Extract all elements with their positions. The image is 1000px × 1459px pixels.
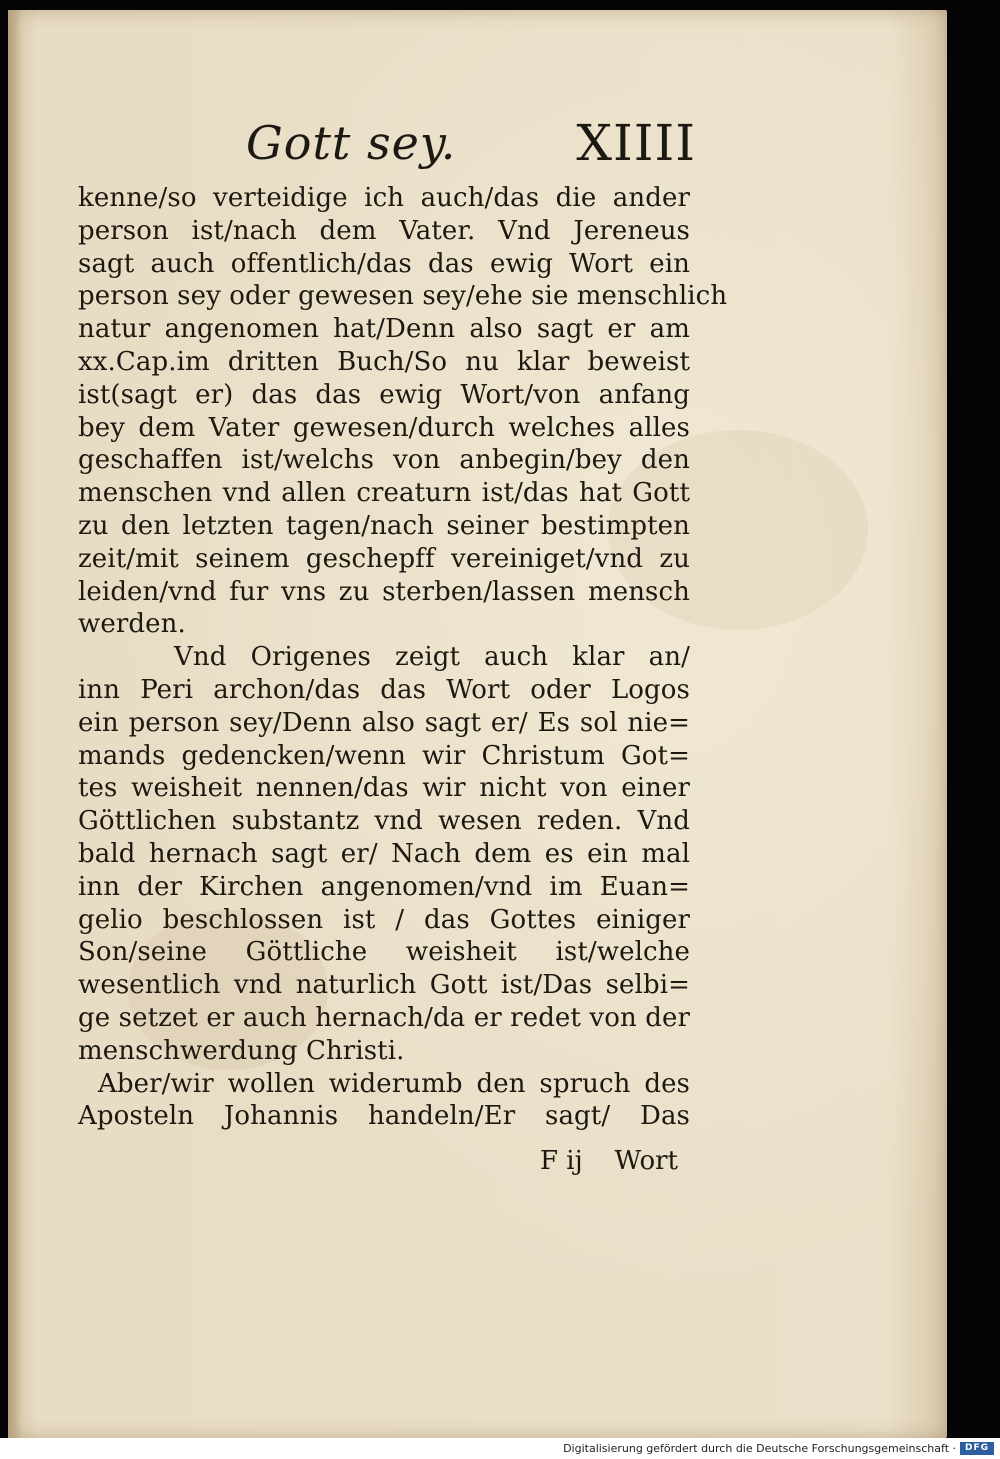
text-line: geschaffen ist/welchs von anbegin/bey den (78, 445, 690, 476)
page-foot (78, 1144, 678, 1178)
text-line: Göttlichen substantz vnd wesen reden. Vnd (78, 806, 690, 837)
signature-mark: F ij (540, 1146, 583, 1176)
folio-number: XIIII (576, 114, 696, 172)
text-line: inn der Kirchen angenomen/vnd im Euan= (78, 871, 690, 902)
running-title: Gott sey. (246, 116, 457, 170)
text-line: zu den letzten tagen/nach seiner bestimpten (78, 510, 690, 541)
text-line: person sey oder gewesen sey/ehe sie menschlich (78, 281, 728, 312)
text-line: leiden/vnd fur vns zu sterben/lassen mensch (78, 576, 690, 607)
funding-notice: Digitalisierung gefördert durch die Deutsche Forschungsgemeinschaft · (563, 1442, 956, 1455)
text-line: ist(sagt er) das das ewig Wort/von anfang (78, 379, 690, 410)
text-line: menschwerdung Christi. (78, 1035, 405, 1066)
page-header (246, 108, 696, 178)
page-gutter-shadow (8, 10, 22, 1438)
text-line: ein person sey/Denn also sagt er/ Es sol nie= (78, 707, 690, 738)
body-text (78, 182, 728, 1133)
text-line: Son/seine Göttliche weisheit ist/welche (78, 937, 690, 968)
text-line: inn Peri archon/das das Wort oder Logos (78, 674, 690, 705)
text-line: werden. (78, 609, 186, 640)
text-line: bey dem Vater gewesen/durch welches alles (78, 412, 690, 443)
text-line: natur angenomen hat/Denn also sagt er am (78, 314, 690, 345)
text-line: menschen vnd allen creaturn ist/das hat Gott (78, 478, 690, 509)
catchword: Wort (614, 1146, 678, 1176)
text-line: wesentlich vnd naturlich Gott ist/Das selbi= (78, 970, 690, 1001)
text-line: Aposteln Johannis handeln/Er sagt/ Das (78, 1101, 690, 1132)
text-line: sagt auch offentlich/das das ewig Wort ein (78, 248, 690, 279)
text-line: gelio beschlossen ist / das Gottes einiger (78, 904, 690, 935)
text-line: zeit/mit seinem geschepff vereiniget/vnd zu (78, 543, 690, 574)
text-line: mands gedencken/wenn wir Christum Got= (78, 740, 690, 771)
text-line: bald hernach sagt er/ Nach dem es ein mal (78, 838, 690, 869)
text-line: tes weisheit nennen/das wir nicht von einer (78, 773, 690, 804)
dfg-logo: DFG (960, 1442, 994, 1455)
footer-bar (0, 1438, 1000, 1459)
text-line: ge setzet er auch hernach/da er redet von der (78, 1002, 690, 1033)
paragraph-start-line: Aber/wir wollen widerumb den spruch des (98, 1068, 690, 1099)
text-line: xx.Cap.im dritten Buch/So nu klar beweist (78, 346, 690, 377)
text-line: person ist/nach dem Vater. Vnd Jereneus (78, 215, 690, 246)
paragraph-start-line: Vnd Origenes zeigt auch klar an/ (174, 642, 690, 673)
text-line: kenne/so verteidige ich auch/das die ander (78, 183, 690, 213)
